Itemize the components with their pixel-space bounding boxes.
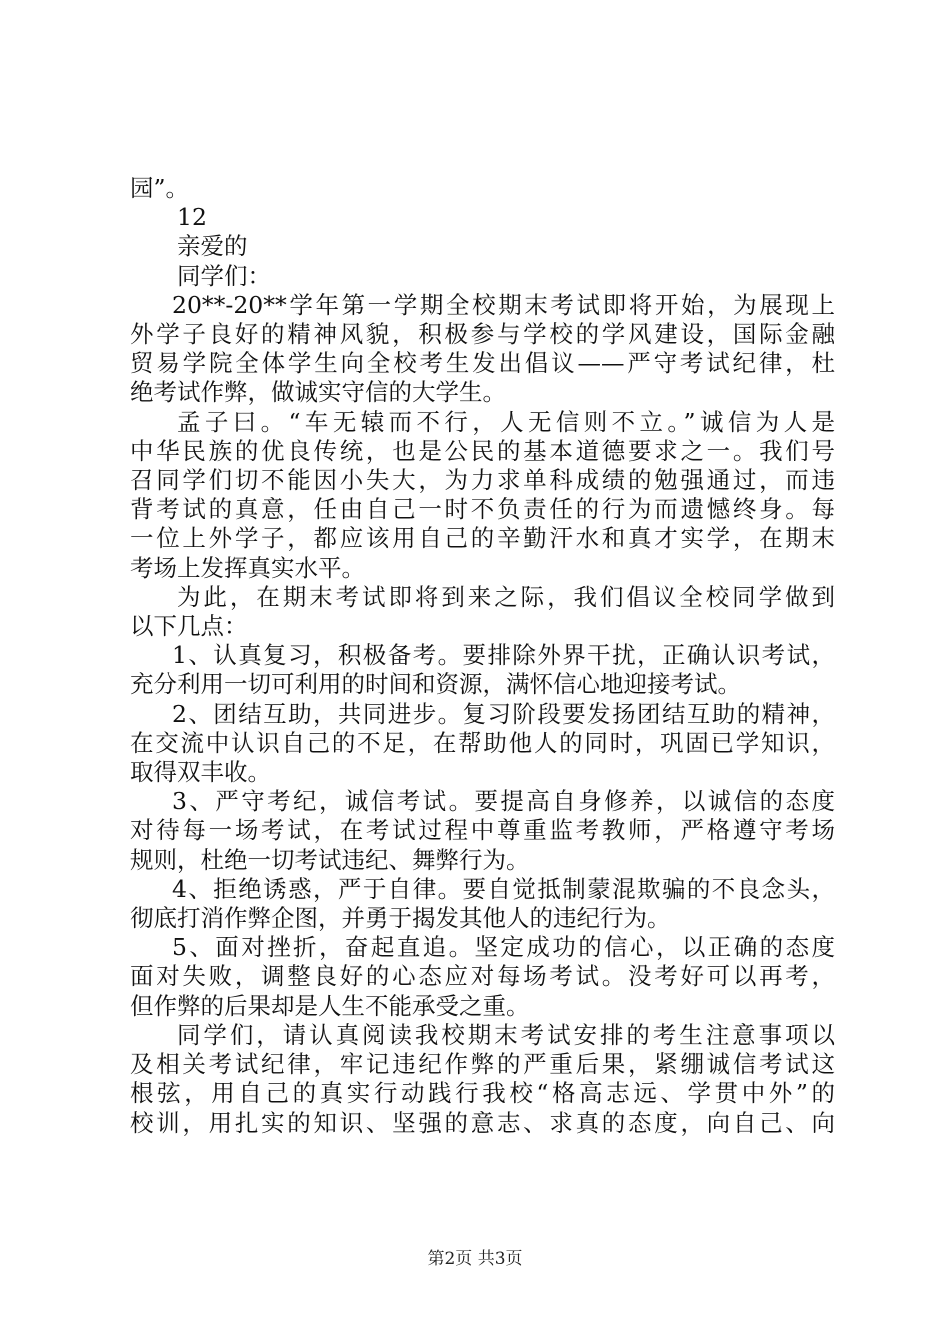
text-line: 贸易学院全体学生向全校考生发出倡议——严守考试纪律，杜 [130, 349, 835, 378]
text-line: 12 [177, 203, 207, 232]
text-line: 亲爱的 [177, 232, 248, 261]
text-line: 考场上发挥真实水平。 [130, 553, 365, 582]
text-line: 4、拒绝诱惑，严于自律。要自觉抵制蒙混欺骗的不良念头， [172, 874, 835, 903]
text-line: 中华民族的优良传统，也是公民的基本道德要求之一。我们号 [130, 436, 835, 465]
text-line: 同学们： [177, 261, 271, 290]
text-line: 为此，在期末考试即将到来之际，我们倡议全校同学做到 [177, 582, 835, 611]
text-line: 同学们，请认真阅读我校期末考试安排的考生注意事项以 [177, 1020, 835, 1049]
text-line: 但作弊的后果却是人生不能承受之重。 [130, 991, 530, 1020]
text-line: 根弦，用自己的真实行动践行我校“格高志远、学贯中外”的 [130, 1079, 835, 1108]
text-line: 绝考试作弊，做诚实守信的大学生。 [130, 378, 506, 407]
text-line: 1、认真复习，积极备考。要排除外界干扰，正确认识考试， [172, 641, 835, 670]
text-line: 面对失败，调整良好的心态应对每场考试。没考好可以再考， [130, 962, 835, 991]
text-line: 孟子曰。“车无辕而不行，人无信则不立。”诚信为人是 [177, 407, 835, 436]
text-line: 外学子良好的精神风貌，积极参与学校的学风建设，国际金融 [130, 320, 835, 349]
text-line: 召同学们切不能因小失大，为力求单科成绩的勉强通过，而违 [130, 466, 835, 495]
text-line: 充分利用一切可利用的时间和资源，满怀信心地迎接考试。 [130, 670, 741, 699]
text-line: 彻底打消作弊企图，并勇于揭发其他人的违纪行为。 [130, 904, 671, 933]
text-line: 背考试的真意，任由自己一时不负责任的行为而遗憾终身。每 [130, 495, 835, 524]
document-body [130, 174, 835, 1138]
text-line: 园”。 [130, 174, 190, 202]
page-number-footer: 第2页 共3页 [427, 1249, 523, 1269]
text-line: 及相关考试纪律，牢记违纪作弊的严重后果，紧绷诚信考试这 [130, 1050, 835, 1079]
text-line: 3、严守考纪，诚信考试。要提高自身修养，以诚信的态度 [172, 787, 835, 816]
text-line: 校训，用扎实的知识、坚强的意志、求真的态度，向自己、向 [130, 1108, 835, 1137]
text-line: 以下几点： [130, 612, 248, 641]
text-line: 在交流中认识自己的不足，在帮助他人的同时，巩固已学知识， [130, 728, 835, 757]
text-line: 20**-20**学年第一学期全校期末考试即将开始，为展现上 [172, 290, 835, 319]
text-line: 规则，杜绝一切考试违纪、舞弊行为。 [130, 845, 530, 874]
text-line: 2、团结互助，共同进步。复习阶段要发扬团结互助的精神， [172, 699, 835, 728]
text-line: 5、面对挫折，奋起直追。坚定成功的信心，以正确的态度 [172, 933, 835, 962]
text-line: 对待每一场考试，在考试过程中尊重监考教师，严格遵守考场 [130, 816, 835, 845]
text-line: 取得双丰收。 [130, 758, 271, 787]
text-line: 一位上外学子，都应该用自己的辛勤汗水和真才实学，在期末 [130, 524, 835, 553]
